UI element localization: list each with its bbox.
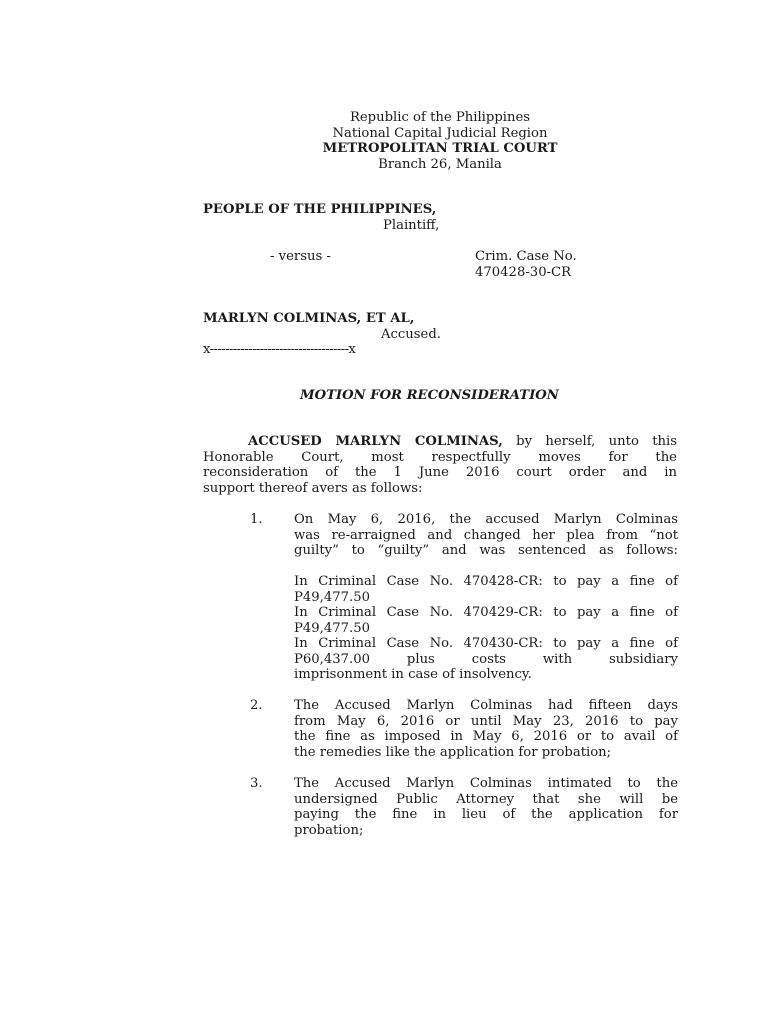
sentence-line-4: P49,477.50 <box>294 620 370 636</box>
header-branch: Branch 26, Manila <box>378 156 502 172</box>
item-number-1: 1. <box>250 512 263 527</box>
court-header <box>260 110 620 172</box>
item-3-text <box>294 776 678 838</box>
item-3-line-3: paying the fine in lieu of the application for <box>294 807 678 822</box>
plaintiff-name: PEOPLE OF THE PHILIPPINES, <box>203 202 437 217</box>
item-2-line-3: the fine as imposed in May 6, 2016 or to avail of <box>294 729 678 744</box>
sentence-line-6: P60,437.00 plus costs with subsidiary <box>294 651 678 667</box>
sentence-line-5: In Criminal Case No. 470430-CR: to pay a fine of <box>294 636 678 651</box>
intro-line-3: reconsideration of the 1 June 2016 court order and in <box>203 465 677 480</box>
intro-line-4: support thereof avers as follows: <box>203 480 423 496</box>
item-3-line-2: undersigned Public Attorney that she will be <box>294 791 678 807</box>
accused-role: Accused. <box>381 327 441 342</box>
header-region: National Capital Judicial Region <box>332 125 548 141</box>
sentence-line-1: In Criminal Case No. 470428-CR: to pay a fine of <box>294 574 678 589</box>
item-2-line-1: The Accused Marlyn Colminas had fifteen days <box>294 698 678 713</box>
sentence-line-7: imprisonment in case of insolvency. <box>294 667 532 682</box>
caption-separator: x------------------------------------x <box>203 342 356 357</box>
case-label: Crim. Case No. <box>475 249 577 264</box>
intro-line-1 <box>203 434 677 450</box>
item-2-text <box>294 698 678 760</box>
item-1-line-2: was re-arraigned and changed her plea from “not <box>294 527 678 543</box>
intro-line-1-rest: by herself, unto this <box>502 434 677 449</box>
item-1-text <box>294 512 678 559</box>
header-court: METROPOLITAN TRIAL COURT <box>322 141 558 156</box>
item-3-line-4: probation; <box>294 822 364 838</box>
motion-title: MOTION FOR RECONSIDERATION <box>300 388 559 403</box>
intro-lead: ACCUSED MARLYN COLMINAS, <box>248 434 503 449</box>
intro-paragraph <box>203 434 677 496</box>
accused-name: MARLYN COLMINAS, ET AL, <box>203 311 415 326</box>
item-1-line-1: On May 6, 2016, the accused Marlyn Colminas <box>294 512 678 527</box>
item-1-sentences <box>294 574 678 683</box>
sentence-line-2: P49,477.50 <box>294 589 370 605</box>
sentence-line-3: In Criminal Case No. 470429-CR: to pay a fine of <box>294 605 678 620</box>
plaintiff-role: Plaintiff, <box>383 218 440 233</box>
item-number-2: 2. <box>250 698 263 713</box>
versus-label: - versus - <box>270 249 331 264</box>
item-3-line-1: The Accused Marlyn Colminas intimated to the <box>294 776 678 791</box>
case-number: 470428-30-CR <box>475 265 572 280</box>
item-2-line-2: from May 6, 2016 or until May 23, 2016 to pay <box>294 713 678 729</box>
header-republic: Republic of the Philippines <box>349 110 531 125</box>
intro-line-2: Honorable Court, most respectfully moves for the <box>203 449 677 465</box>
item-number-3: 3. <box>250 776 263 791</box>
item-2-line-4: the remedies like the application for probation; <box>294 744 612 760</box>
item-1-line-3: guilty” to “guilty” and was sentenced as follows: <box>294 543 678 558</box>
